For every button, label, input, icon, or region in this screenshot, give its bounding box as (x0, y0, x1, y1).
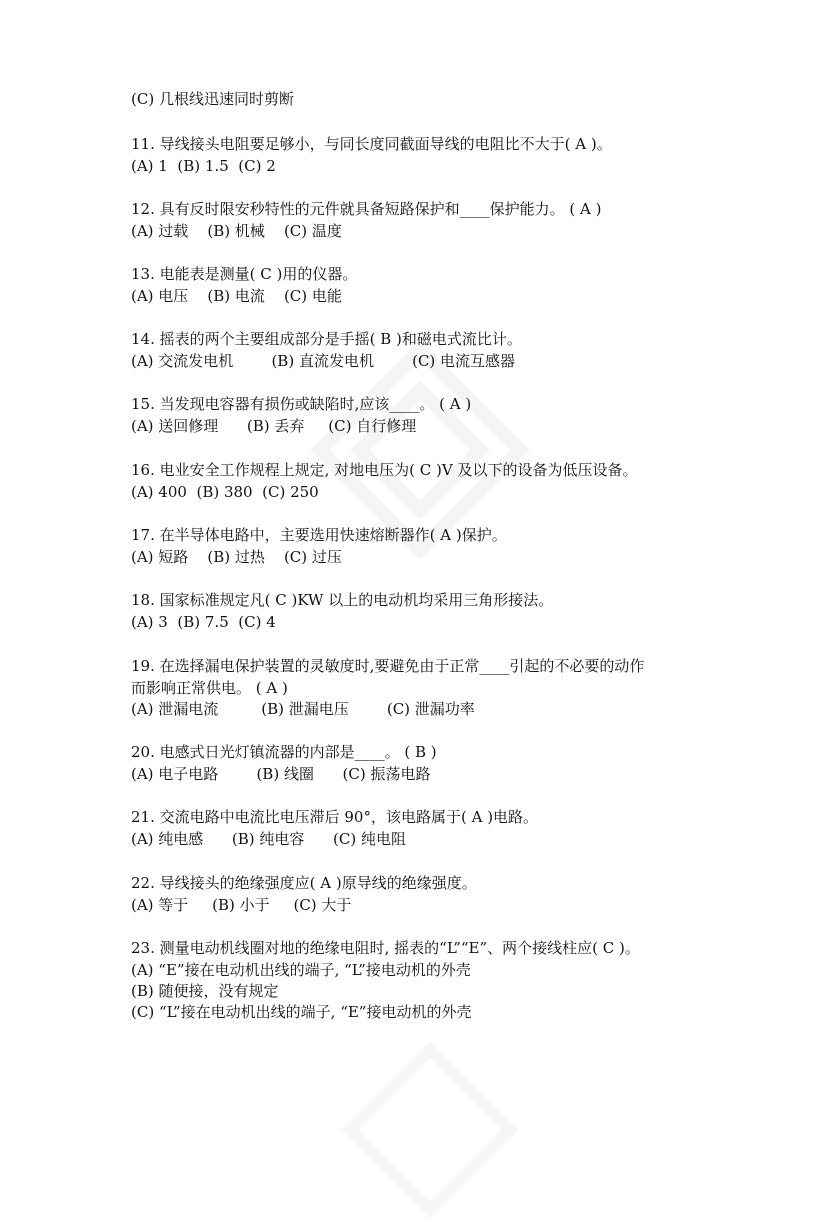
question-11: 11. 导线接头电阻要足够小，与同长度同截面导线的电阻比不大于( A )。 (131, 135, 612, 153)
question-12: 12. 具有反时限安秒特性的元件就具备短路保护和____保护能力。 ( A ) (131, 200, 602, 218)
options-21: (A) 纯电感 (B) 纯电容 (C) 纯电阻 (131, 830, 406, 848)
options-16: (A) 400 (B) 380 (C) 250 (131, 483, 319, 501)
options-17: (A) 短路 (B) 过热 (C) 过压 (131, 548, 342, 566)
options-23-b: (B) 随便接，没有规定 (131, 982, 279, 1000)
question-22: 22. 导线接头的绝缘强度应( A )原导线的绝缘强度。 (131, 874, 477, 892)
question-23: 23. 测量电动机线圈对地的绝缘电阻时, 摇表的“L”“E”、两个接线柱应( C )。 (131, 939, 640, 957)
options-12: (A) 过载 (B) 机械 (C) 温度 (131, 222, 342, 240)
question-17: 17. 在半导体电路中，主要选用快速熔断器作( A )保护。 (131, 526, 507, 544)
question-20: 20. 电感式日光灯镇流器的内部是____。 ( B ) (131, 743, 437, 761)
question-21: 21. 交流电路中电流比电压滞后 90°，该电路属于( A )电路。 (131, 808, 539, 826)
options-11: (A) 1 (B) 1.5 (C) 2 (131, 157, 276, 175)
question-15: 15. 当发现电容器有损伤或缺陷时,应该____。 ( A ) (131, 395, 472, 413)
options-15: (A) 送回修理 (B) 丢弃 (C) 自行修理 (131, 417, 417, 435)
question-13: 13. 电能表是测量( C )用的仪器。 (131, 265, 358, 283)
question-14: 14. 摇表的两个主要组成部分是手摇( B )和磁电式流比计。 (131, 330, 522, 348)
question-19-cont: 而影响正常供电。 ( A ) (131, 679, 288, 697)
options-19: (A) 泄漏电流 (B) 泄漏电压 (C) 泄漏功率 (131, 700, 475, 718)
options-23-a: (A) “E”接在电动机出线的端子, “L”接电动机的外壳 (131, 961, 471, 979)
question-16: 16. 电业安全工作规程上规定, 对地电压为( C )V 及以下的设备为低压设备。 (131, 461, 638, 479)
option-line: (C) 几根线迅速同时剪断 (131, 90, 294, 108)
question-19: 19. 在选择漏电保护装置的灵敏度时,要避免由于正常____引起的不必要的动作 (131, 657, 645, 675)
options-13: (A) 电压 (B) 电流 (C) 电能 (131, 287, 342, 305)
options-14: (A) 交流发电机 (B) 直流发电机 (C) 电流互感器 (131, 352, 516, 370)
options-23-c: (C) “L”接在电动机出线的端子, “E”接电动机的外壳 (131, 1003, 472, 1021)
options-20: (A) 电子电路 (B) 线圈 (C) 振荡电路 (131, 765, 431, 783)
question-18: 18. 国家标准规定凡( C )KW 以上的电动机均采用三角形接法。 (131, 591, 554, 609)
watermark-stamp-icon-2 (330, 1030, 530, 1230)
options-22: (A) 等于 (B) 小于 (C) 大于 (131, 896, 352, 914)
options-18: (A) 3 (B) 7.5 (C) 4 (131, 613, 276, 631)
